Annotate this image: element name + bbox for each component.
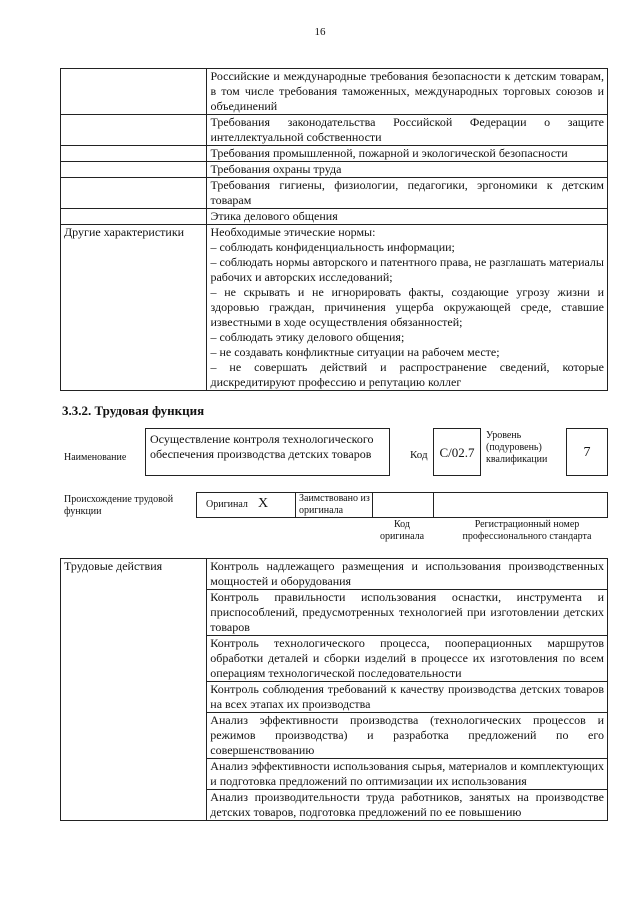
table-row bbox=[61, 146, 608, 162]
level-label: Уровень (подуровень) квалификации bbox=[486, 430, 548, 465]
table-row-other bbox=[61, 225, 608, 391]
section-heading: 3.3.2. Трудовая функция bbox=[62, 403, 205, 418]
page-number: 16 bbox=[314, 26, 326, 38]
table-cell: Этика делового общения bbox=[207, 209, 608, 225]
function-name-box: Осуществление контроля технологического обеспечения производства детских товаров bbox=[145, 428, 390, 476]
table-row bbox=[61, 69, 608, 115]
ethics-line: – соблюдать нормы авторского и патентного права, не разглашать материалы рабочих и авторских исследований; bbox=[210, 255, 604, 284]
code-original-label: Код оригинала bbox=[379, 519, 425, 542]
table-row bbox=[61, 178, 608, 209]
table-cell-empty bbox=[61, 178, 207, 209]
origin-label: Происхождение трудовой функции bbox=[64, 494, 174, 517]
table-cell-empty bbox=[61, 69, 207, 115]
ethics-line: – соблюдать конфиденциальность информации; bbox=[210, 240, 455, 254]
table-row bbox=[61, 115, 608, 146]
ethics-line: – не создавать конфликтные ситуации на рабочем месте; bbox=[210, 345, 500, 359]
labor-action-item: Анализ эффективности производства (технологических процессов и режимов производства) и разработка предложений по его совершенствованию bbox=[207, 713, 608, 759]
ethics-line: – не скрывать и не игнорировать факты, создающие угрозу жизни и здоровью граждан, причинения ущерба окружающей среде, ставшие известными в ходе осуществления обязанностей; bbox=[210, 285, 604, 329]
labor-action-item: Анализ эффективности использования сырья, материалов и комплектующих и подготовка предложений по оптимизации их использования bbox=[207, 759, 608, 790]
ethics-line: – не совершать действий и распространение сведений, которые дискредитируют профессию и репутацию коллег bbox=[210, 360, 604, 389]
table-cell: Требования промышленной, пожарной и экологической безопасности bbox=[207, 146, 608, 162]
table-cell: Требования законодательства Российской Федерации о защите интеллектуальной собственности bbox=[207, 115, 608, 146]
other-characteristics-label: Другие характеристики bbox=[61, 225, 207, 391]
labor-action-item: Контроль соблюдения требований к качеству производства детских товаров на всех этапах их производства bbox=[207, 682, 608, 713]
labor-actions-label: Трудовые действия bbox=[61, 559, 207, 821]
labor-action-item: Контроль правильности использования оснастки, инструмента и приспособлений, предусмотренных технологией при изготовлении детских товаров bbox=[207, 590, 608, 636]
borrowed-label: Заимствовано из оригинала bbox=[299, 493, 370, 516]
table-cell: Требования гигиены, физиологии, педагогики, эргономики к детским товарам bbox=[207, 178, 608, 209]
ethics-line: Необходимые этические нормы: bbox=[210, 225, 376, 239]
requirements-table bbox=[60, 68, 608, 391]
table-cell-empty bbox=[61, 146, 207, 162]
original-mark: X bbox=[258, 496, 269, 511]
code-value-box: C/02.7 bbox=[433, 428, 481, 476]
table-cell: Требования охраны труда bbox=[207, 162, 608, 178]
table-cell-empty bbox=[61, 209, 207, 225]
original-label: Оригинал bbox=[206, 499, 248, 510]
level-value-box: 7 bbox=[566, 428, 608, 476]
divider bbox=[433, 493, 434, 517]
table-row bbox=[61, 209, 608, 225]
divider bbox=[295, 493, 296, 517]
name-label: Наименование bbox=[64, 452, 127, 463]
table-row bbox=[61, 559, 608, 590]
code-label: Код bbox=[410, 449, 428, 461]
ethics-line: – соблюдать этику делового общения; bbox=[210, 330, 405, 344]
labor-action-item: Контроль надлежащего размещения и использования производственных мощностей и оборудования bbox=[207, 559, 608, 590]
labor-action-item: Контроль технологического процесса, пооперационных маршрутов обработки деталей и сборки изделий в процессе их изготовления по всем операциям технологической последовательности bbox=[207, 636, 608, 682]
labor-action-item: Анализ производительности труда работников, занятых на производстве детских товаров, подготовка предложений по ее повышению bbox=[207, 790, 608, 821]
table-cell-empty bbox=[61, 115, 207, 146]
table-cell: Российские и международные требования безопасности к детским товарам, в том числе требования таможенных, международных торговых союзов и объединений bbox=[207, 69, 608, 115]
table-row bbox=[61, 162, 608, 178]
other-characteristics-text bbox=[207, 225, 608, 391]
reg-number-label: Регистрационный номер профессионального стандарта bbox=[462, 519, 592, 542]
labor-actions-table bbox=[60, 558, 608, 821]
divider bbox=[372, 493, 373, 517]
table-cell-empty bbox=[61, 162, 207, 178]
